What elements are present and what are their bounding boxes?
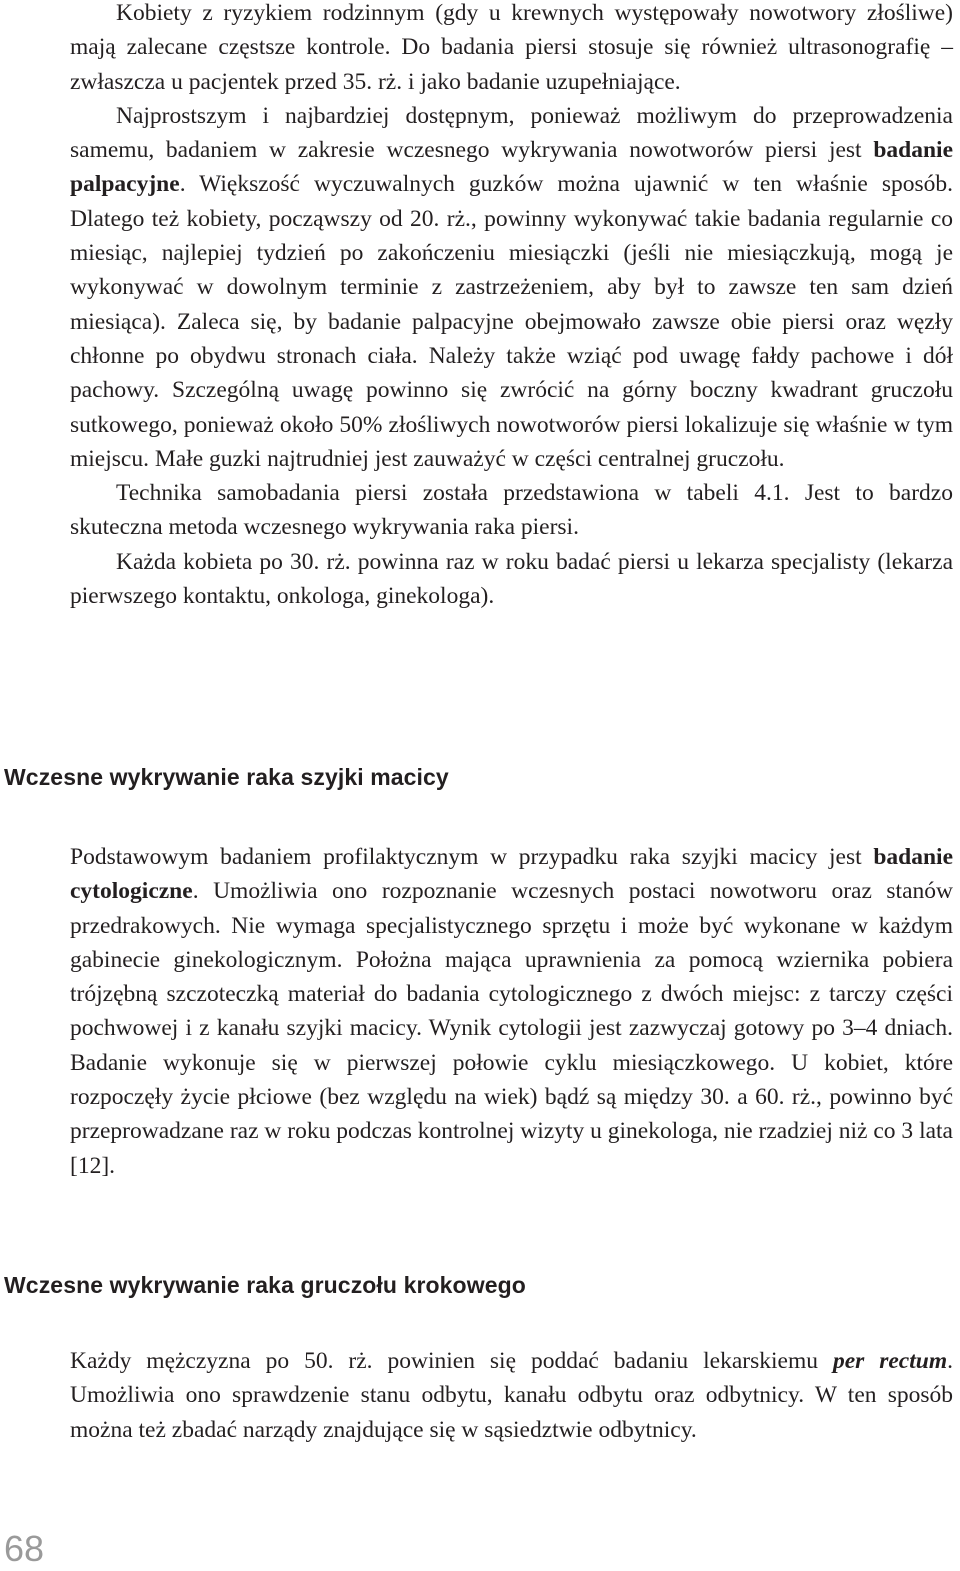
heading-prostate-cancer: Wczesne wykrywanie raka gruczołu krokowego — [4, 1272, 526, 1298]
paragraph-palpation — [70, 99, 953, 476]
paragraph-text: . Umożliwia ono sprawdzenie stanu odbytu, kanału odbytu oraz odbytnicy. W ten sposób można też zbadać narządy znajdujące się w sąsiedztwie odbytnicy. — [70, 1348, 953, 1443]
paragraph-text: . Większość wyczuwalnych guzków można ujawnić w ten właśnie sposób. Dlatego też kobiety, począwszy od 20. rż., powinny wykonywać takie badania regularnie co miesiąc, najlepiej tydzień po zakończeniu miesiączki (jeśli nie miesiączkują, mogą je wykonywać w dowolnym terminie z zastrzeżeniem, aby był to zawsze ten sam dzień miesiąca). Zaleca się, by badanie palpacyjne obejmowało zawsze obie piersi oraz węzły chłonne po obydwu stronach ciała. Należy także wziąć pod uwagę fałdy pachowe i dół pachowy. Szczególną uwagę powinno się zwrócić na górny boczny kwadrant gruczołu sutkowego, ponieważ około 50% złośliwych nowotworów piersi lokalizuje się właśnie w tym miejscu. Małe guzki najtrudniej jest zauważyć w części centralnej gruczołu. — [70, 171, 953, 472]
paragraph-annual-exam — [70, 545, 953, 614]
bold-term-palpation: badanie palpacyjne — [70, 137, 953, 198]
paragraph-text: Kobiety z ryzykiem rodzinnym (gdy u krewnych występowały nowotwory złośliwe) mają zalecane częstsze kontrole. Do badania piersi stosuje się również ultrasonografię – zwłaszcza u pacjentek przed 35. rż. i jako badanie uzupełniające. — [70, 0, 953, 95]
paragraph-family-risk — [70, 0, 953, 99]
paragraph-cytology — [70, 840, 953, 1183]
heading-cervical-cancer: Wczesne wykrywanie raka szyjki macicy — [4, 764, 449, 790]
prostate-section-body — [70, 1344, 953, 1447]
breast-section-body — [70, 0, 953, 613]
paragraph-per-rectum — [70, 1344, 953, 1447]
paragraph-text: . Umożliwia ono rozpoznanie wczesnych postaci nowotworu oraz stanów przedrakowych. Nie wymaga specjalistycznego sprzętu i może być wykonane w każdym gabinecie ginekologicznym. Położna mająca uprawnienia za pomocą wziernika pobiera trójzębną szczoteczką materiał do badania cytologicznego z dwóch miejsc: z tarczy części pochwowej i z kanału szyjki macicy. Wynik cytologii jest zazwyczaj gotowy po 3–4 dniach. Badanie wykonuje się w pierwszej połowie cyklu miesiączkowego. U kobiet, które rozpoczęły życie płciowe (bez względu na wiek) bądź są między 30. a 60. rż., powinno być przeprowadzane raz w roku podczas kontrolnej wizyty u ginekologa, nie rzadziej niż co 3 lata [12]. — [70, 878, 953, 1179]
paragraph-text: Każda kobieta po 30. rż. powinna raz w roku badać piersi u lekarza specjalisty (lekarza pierwszego kontaktu, onkologa, ginekologa). — [70, 548, 953, 610]
cervix-section-body — [70, 840, 953, 1183]
paragraph-text: Każdy mężczyzna po 50. rż. powinien się poddać badaniu lekarskiemu — [70, 1348, 833, 1374]
page-number: 68 — [4, 1528, 45, 1569]
paragraph-self-exam-technique — [70, 476, 953, 545]
bold-italic-term-per-rectum: per rectum — [832, 1348, 948, 1374]
paragraph-text: Technika samobadania piersi została przedstawiona w tabeli 4.1. Jest to bardzo skuteczna metoda wczesnego wykrywania raka piersi. — [70, 480, 953, 541]
paragraph-text: Podstawowym badaniem profilaktycznym w przypadku raka szyjki macicy jest — [70, 844, 874, 870]
bold-term-cytology: badanie cytologiczne — [70, 844, 953, 905]
paragraph-text: Najprostszym i najbardziej dostępnym, ponieważ możliwym do przeprowadzenia samemu, badaniem w zakresie wczesnego wykrywania nowotworów piersi jest — [70, 102, 953, 164]
